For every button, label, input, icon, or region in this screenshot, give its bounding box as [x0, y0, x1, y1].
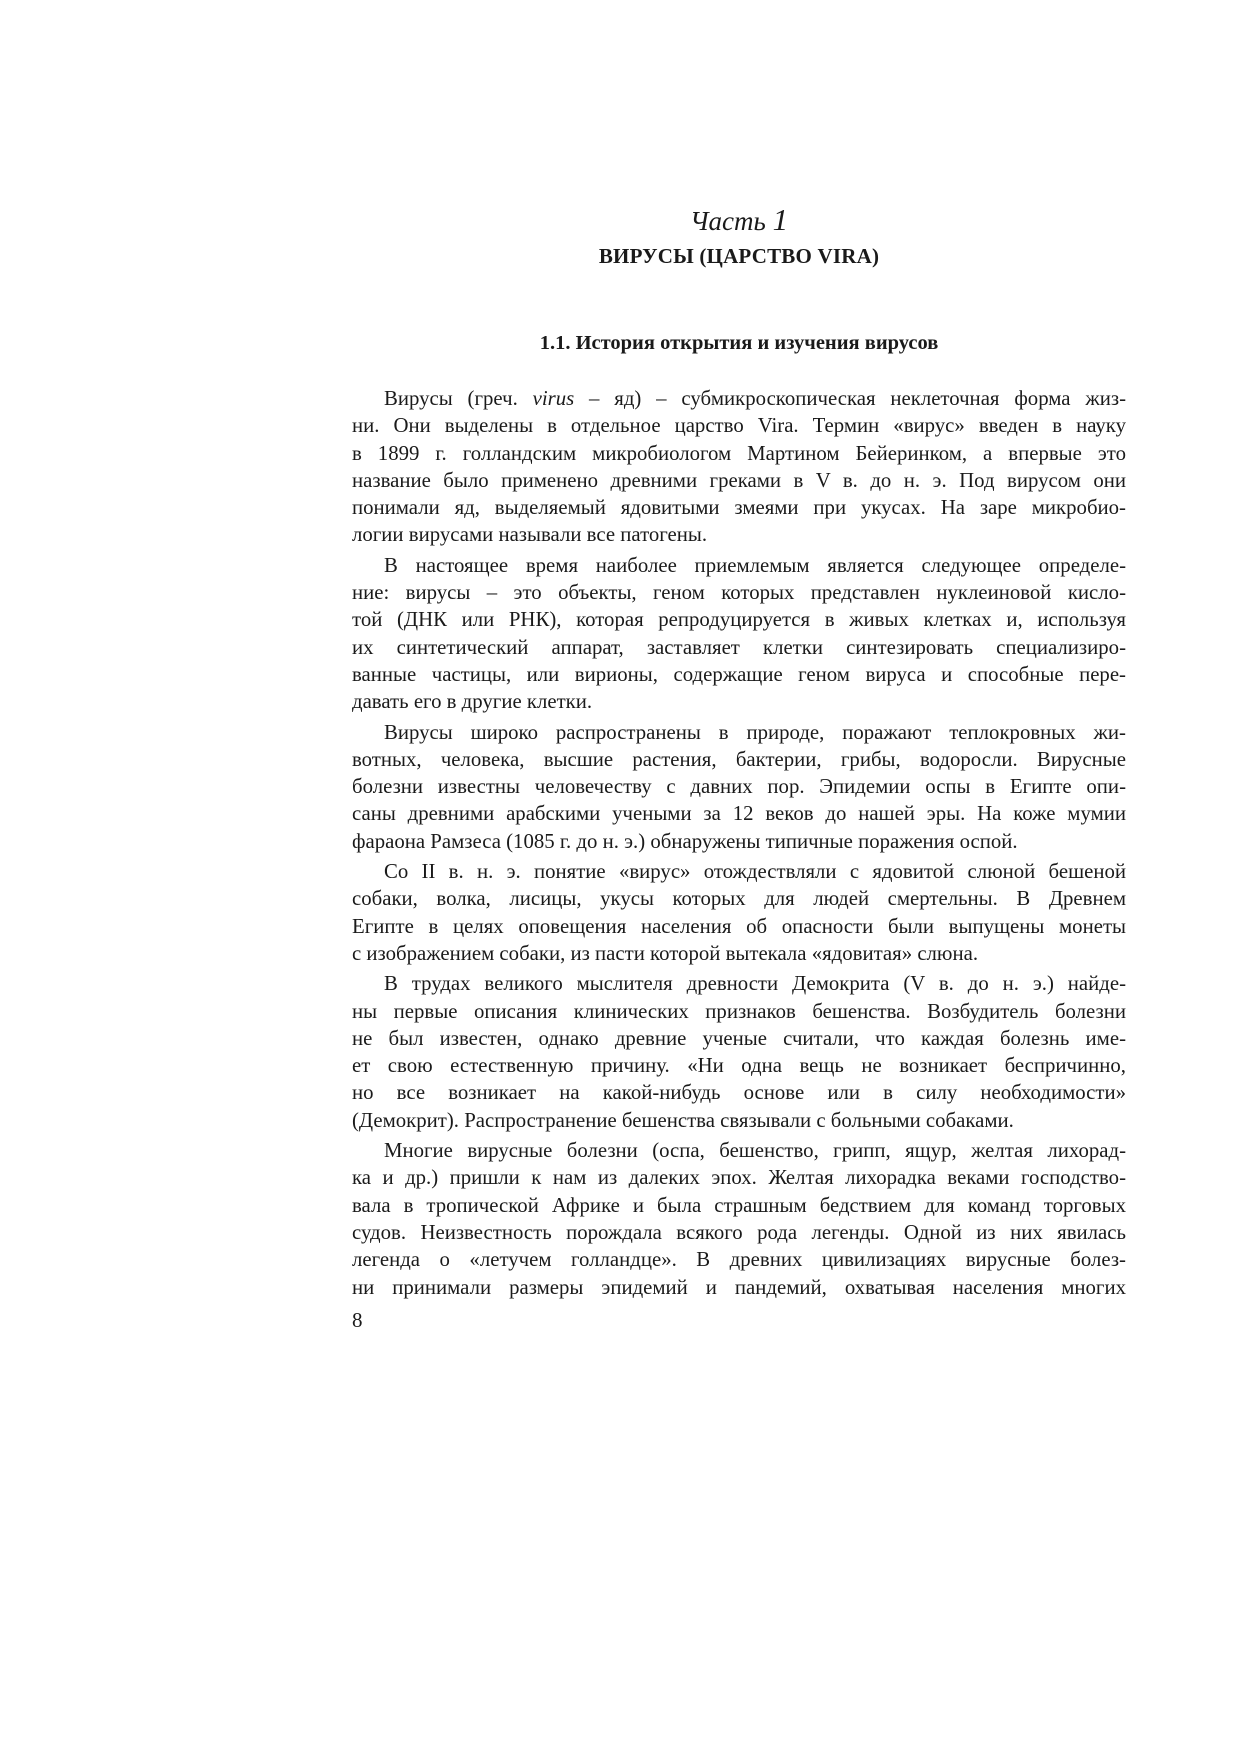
part-label	[352, 204, 1126, 237]
part-title: ВИРУСЫ (ЦАРСТВО VIRA)	[598, 244, 880, 268]
text-line: фараона Рамзеса (1085 г. до н. э.) обнаружены типичные поражения оспой.	[352, 829, 1018, 853]
page-number: 8	[352, 1308, 363, 1332]
text-line: собаки, волка, лисицы, укусы которых для людей смертельны. В Древнем	[352, 887, 1126, 911]
text-line: ны первые описания клинических признаков бешенства. Возбудитель болезни	[352, 999, 1126, 1023]
text-line: болезни известны человечеству с давних пор. Эпидемии оспы в Египте опи-	[352, 775, 1126, 799]
text-line: Вирусы (греч. virus – яд) – субмикроскопическая неклеточная форма жиз-	[384, 387, 1126, 410]
text-line: Со II в. н. э. понятие «вирус» отождествляли с ядовитой слюной бешеной	[384, 860, 1126, 884]
text-line: в 1899 г. голландским микробиологом Мартином Бейеринком, а впервые это	[352, 441, 1126, 465]
text-line: но все возникает на какой-нибудь основе или в силу необходимости»	[352, 1081, 1126, 1105]
text-line: (Демокрит). Распространение бешенства связывали с больными собаками.	[352, 1108, 1014, 1132]
paragraph-6	[352, 1137, 1126, 1301]
text-line: с изображением собаки, из пасти которой вытекала «ядовитая» слюна.	[352, 941, 979, 965]
text-line: ка и др.) пришли к нам из далеких эпох. Желтая лихорадка веками господство-	[352, 1166, 1126, 1190]
text-line: ни принимали размеры эпидемий и пандемий, охватывая населения многих	[352, 1275, 1126, 1299]
text-line: Египте в целях оповещения населения об опасности были выпущены монеты	[352, 914, 1126, 938]
text-line: ет свою естественную причину. «Ни одна вещь не возникает беспричинно,	[352, 1054, 1126, 1078]
paragraph-1	[352, 385, 1126, 549]
text-line: ванные частицы, или вирионы, содержащие геном вируса и способные пере-	[352, 662, 1126, 686]
text-line: Многие вирусные болезни (оспа, бешенство, грипп, ящур, желтая лихорад-	[384, 1139, 1126, 1163]
text-line: судов. Неизвестность порождала всякого рода легенды. Одной из них явилась	[352, 1220, 1126, 1244]
text-line: вала в тропической Африке и была страшным бедствием для команд торговых	[352, 1193, 1126, 1217]
text-line: название было применено древними греками в V в. до н. э. Под вирусом они	[352, 468, 1126, 492]
paragraph-2	[352, 552, 1126, 716]
paragraph-4	[352, 858, 1126, 967]
text-line: давать его в другие клетки.	[352, 690, 593, 714]
part-word: Часть	[689, 206, 766, 236]
part-number: 1	[772, 202, 789, 237]
text-line: ние: вирусы – это объекты, геном которых представлен нуклеиновой кисло-	[352, 581, 1126, 605]
text-line: не был известен, однако древние ученые считали, что каждая болезнь име-	[352, 1026, 1126, 1050]
latin-term: virus	[532, 387, 575, 410]
text-line: их синтетический аппарат, заставляет клетки синтезировать специализиро-	[352, 635, 1126, 659]
body-text	[352, 385, 1126, 1301]
text-line: саны древними арабскими учеными за 12 веков до нашей эры. На коже мумии	[352, 802, 1126, 826]
text-line: В настоящее время наиболее приемлемым является следующее определе-	[384, 553, 1126, 577]
text-line: вотных, человека, высшие растения, бактерии, грибы, водоросли. Вирусные	[352, 747, 1126, 771]
text-line: ни. Они выделены в отдельное царство Vira. Термин «вирус» введен в науку	[352, 414, 1126, 438]
text-line: В трудах великого мыслителя древности Демокрита (V в. до н. э.) найде-	[384, 972, 1126, 996]
section-title: 1.1. История открытия и изучения вирусов	[539, 332, 939, 354]
text-line: понимали яд, выделяемый ядовитыми змеями при укусах. На заре микробио-	[352, 496, 1126, 520]
paragraph-5	[352, 970, 1126, 1134]
text-line: Вирусы широко распространены в природе, поражают теплокровных жи-	[384, 720, 1126, 744]
paragraph-3	[352, 719, 1126, 855]
text-line: легенда о «летучем голландце». В древних цивилизациях вирусные болез-	[352, 1248, 1126, 1272]
text-line: той (ДНК или РНК), которая репродуцируется в живых клетках и, используя	[352, 608, 1126, 632]
text-line: логии вирусами называли все патогены.	[352, 523, 708, 547]
